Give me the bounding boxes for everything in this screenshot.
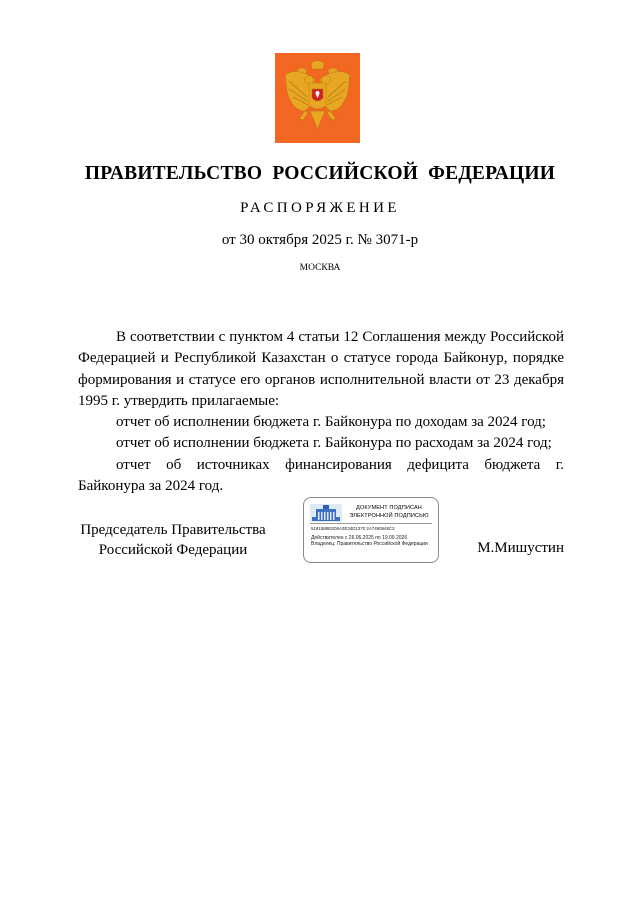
list-item-expenditure: отчет об исполнении бюджета г. Байконура по расходам за 2024 год; <box>116 435 552 452</box>
list-item-revenue: отчет об исполнении бюджета г. Байконура по доходам за 2024 год; <box>116 414 546 431</box>
stamp-heading <box>342 505 436 520</box>
stamp-divider <box>310 523 432 524</box>
document-type: РАСПОРЯЖЕНИЕ <box>240 200 400 216</box>
electronic-signature-stamp <box>303 497 439 563</box>
signatory-name: М.Мишустин <box>477 540 564 556</box>
date-and-number: от 30 октября 2025 г. № 3071-р <box>221 232 419 248</box>
certificate-owner: Владелец: Правительство Российской Федерации <box>311 541 428 548</box>
certificate-serial: 5181588E0D5A3E34D1370 2A7490948C3 <box>311 526 395 531</box>
signatory-position-line2: Российской Федерации <box>98 542 248 558</box>
stamp-heading-line1: ДОКУМЕНТ ПОДПИСАН <box>356 505 422 511</box>
list-item-deficit-financing: отчет об источниках финансирования дефицита бюджета г. Байконура за 2024 год. <box>78 456 564 495</box>
government-building-icon <box>310 504 342 522</box>
certificate-validity <box>311 535 436 548</box>
government-title: ПРАВИТЕЛЬСТВО РОССИЙСКОЙ ФЕДЕРАЦИИ <box>84 163 556 184</box>
stamp-heading-line2: ЭЛЕКТРОННОЙ ПОДПИСЬЮ <box>349 512 429 519</box>
signatory-position-line1: Председатель Правительства <box>80 522 266 538</box>
city-name: МОСКВА <box>299 263 341 273</box>
signatory-position <box>78 520 268 560</box>
document-body <box>78 327 564 497</box>
certificate-valid-period: Действителен с 26.06.2025 по 19.09.2026 <box>311 535 408 541</box>
intro-paragraph: В соответствии с пунктом 4 статьи 12 Соглашения между Российской Федерацией и Республикой Казахстан о статусе города Байконур, порядке формирования и статусе его органов исполнительной власти от 23 декабря 1995 г. утвердить прилагаемые: <box>78 329 564 409</box>
coat-of-arms-emblem <box>275 53 360 143</box>
